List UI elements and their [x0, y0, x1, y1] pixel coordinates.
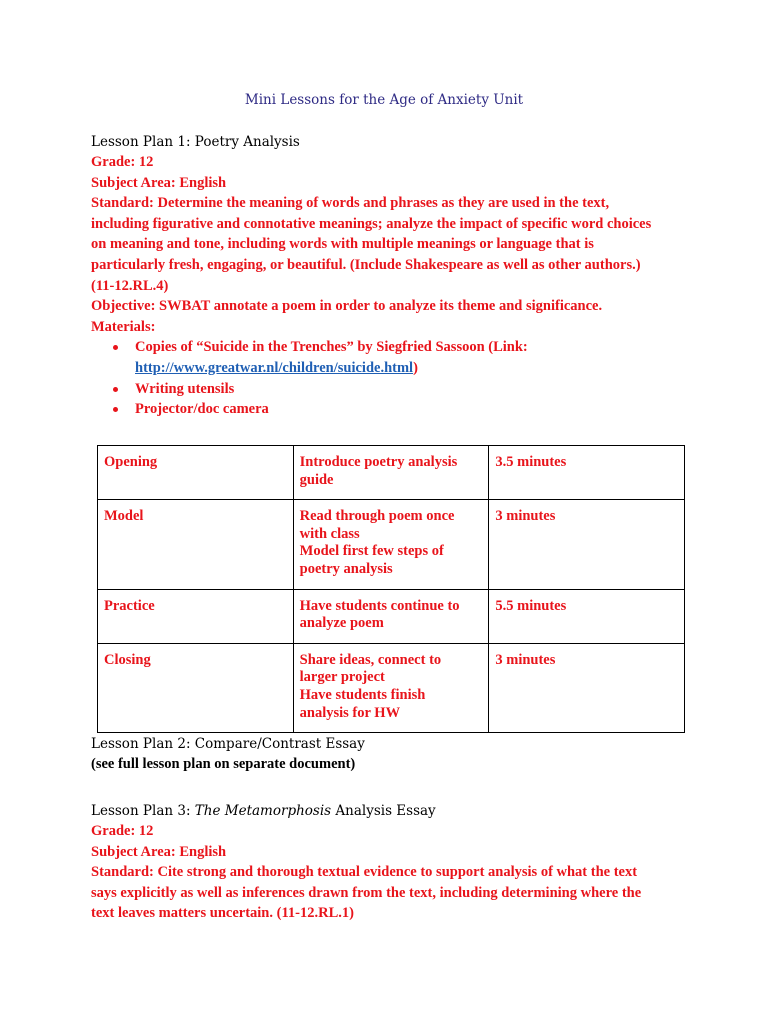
- time-cell: 3 minutes: [489, 500, 685, 589]
- lesson-plan-2: [91, 734, 681, 775]
- lesson-plan-1-prefix: Lesson Plan 1:: [91, 134, 195, 150]
- phase-cell: Closing: [98, 643, 294, 732]
- lesson-plan-3-heading: [91, 801, 681, 821]
- lesson-plan-1-heading: [91, 132, 681, 152]
- lesson-plan-1-grade: Grade: 12: [91, 154, 154, 170]
- lesson-plan-1-name: Poetry Analysis: [194, 134, 300, 150]
- lesson-plan-3-prefix: Lesson Plan 3:: [91, 803, 195, 819]
- phase-cell: Opening: [98, 446, 294, 500]
- materials-item-close: ): [413, 359, 418, 376]
- activity-line: larger project: [299, 669, 385, 686]
- lesson-plan-2-name: Compare/Contrast Essay: [194, 736, 365, 752]
- materials-item-text: Copies of “Suicide in the Trenches” by Siegfried Sassoon (Link:: [135, 339, 528, 356]
- activity-line: Read through poem once: [299, 508, 455, 525]
- standard-line: (11-12.RL.4): [91, 277, 169, 294]
- standard-line: Standard: Determine the meaning of words and phrases as they are used in the text,: [91, 195, 610, 212]
- materials-item: Projector/doc camera: [91, 399, 681, 420]
- page-title: Mini Lessons for the Age of Anxiety Unit: [244, 92, 524, 108]
- lesson-plan-3-book-title: The Metamorphosis: [194, 803, 332, 819]
- activity-cell: [293, 643, 489, 732]
- time-cell: 3.5 minutes: [489, 446, 685, 500]
- activity-line: with class: [299, 525, 360, 542]
- poem-link[interactable]: http://www.greatwar.nl/children/suicide.html: [135, 359, 414, 376]
- lesson-plan-3-name-rest: Analysis Essay: [331, 803, 436, 819]
- lesson-plan-3-subject: Subject Area: English: [91, 843, 227, 860]
- activity-line: analyze poem: [299, 615, 384, 632]
- standard-line: particularly fresh, engaging, or beautiful. (Include Shakespeare as well as other authors.): [91, 256, 641, 273]
- activity-line: Have students continue to: [299, 597, 460, 614]
- activity-line: Model first few steps of: [299, 543, 444, 560]
- lesson-plan-3: [91, 801, 681, 924]
- activity-line: Share ideas, connect to: [299, 651, 442, 668]
- lesson-plan-2-heading: [91, 734, 681, 754]
- standard-line: says explicitly as well as inferences drawn from the text, including determining where the: [91, 884, 642, 901]
- lesson-plan-1-subject: Subject Area: English: [91, 174, 227, 191]
- standard-line: on meaning and tone, including words with multiple meanings or language that is: [91, 236, 594, 253]
- activity-cell: [293, 500, 489, 589]
- activity-cell: [293, 446, 489, 500]
- table-row: [98, 589, 685, 643]
- time-cell: 5.5 minutes: [489, 589, 685, 643]
- activity-line: poetry analysis: [299, 560, 393, 577]
- table-row: [98, 446, 685, 500]
- phase-cell: Model: [98, 500, 294, 589]
- lesson-plan-2-prefix: Lesson Plan 2:: [91, 736, 195, 752]
- activity-line: Have students finish: [299, 686, 426, 703]
- lesson-plan-3-standard: [91, 862, 681, 924]
- time-cell: 3 minutes: [489, 643, 685, 732]
- phase-cell: Practice: [98, 589, 294, 643]
- materials-list: [91, 337, 681, 419]
- table-row: [98, 500, 685, 589]
- materials-item: [91, 337, 681, 378]
- materials-label: Materials:: [91, 318, 156, 335]
- lesson-plan-2-note: (see full lesson plan on separate document): [91, 756, 356, 772]
- activity-cell: [293, 589, 489, 643]
- table-row: [98, 643, 685, 732]
- lesson-plan-1: [91, 132, 681, 420]
- standard-line: text leaves matters uncertain. (11-12.RL.1): [91, 905, 354, 922]
- lesson-plan-1-standard: [91, 193, 681, 296]
- lesson-plan-3-grade: Grade: 12: [91, 823, 154, 839]
- standard-line: including figurative and connotative meanings; analyze the impact of specific word choices: [91, 215, 652, 232]
- lesson-plan-1-objective: Objective: SWBAT annotate a poem in order to analyze its theme and significance.: [91, 298, 603, 315]
- standard-line: Standard: Cite strong and thorough textual evidence to support analysis of what the text: [91, 864, 638, 881]
- lesson-schedule-table: [97, 445, 685, 733]
- activity-line: analysis for HW: [299, 704, 401, 721]
- activity-line: Introduce poetry analysis: [299, 454, 458, 470]
- materials-item: Writing utensils: [91, 379, 681, 400]
- activity-line: guide: [299, 471, 334, 488]
